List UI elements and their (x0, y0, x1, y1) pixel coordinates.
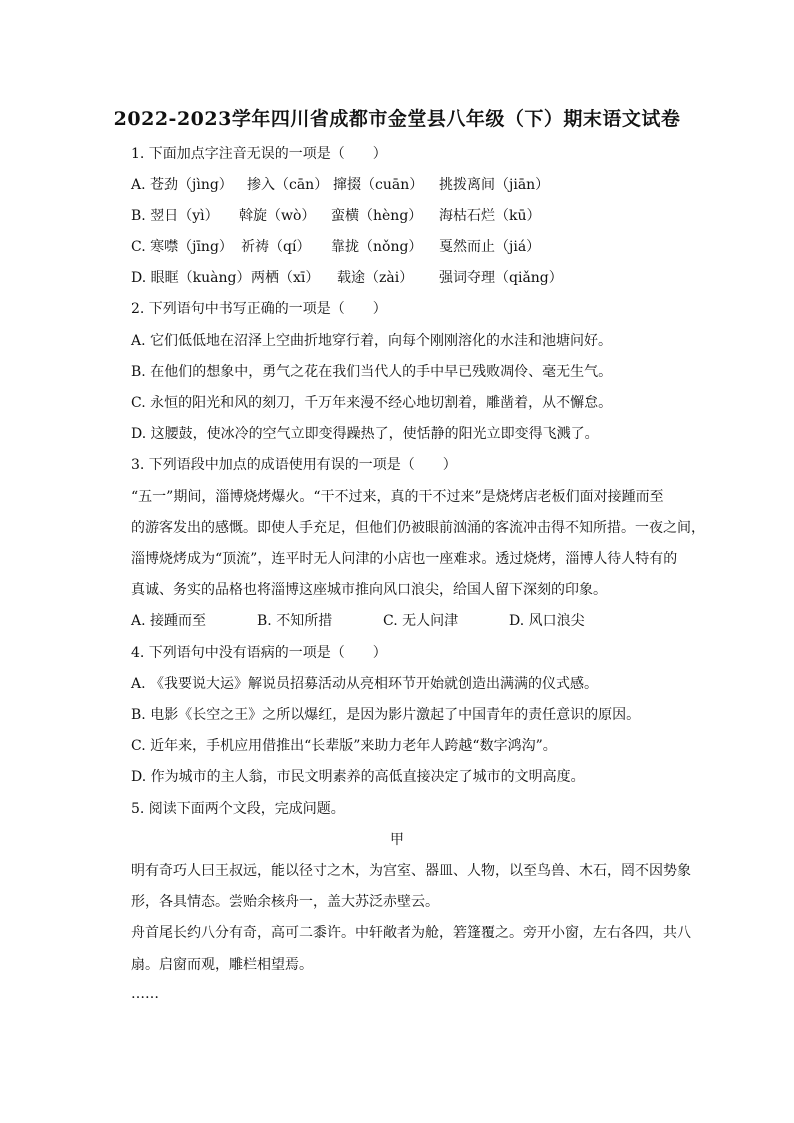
q1-c-item-2: 祈祷（qí） (241, 239, 311, 255)
q1-c-item-3: 靠拢（nǒng） (331, 239, 423, 255)
q1-d-item-2: 两栖（xī） (251, 270, 320, 286)
q1-option-a (131, 175, 549, 195)
q1-b-item-1: B. 翌日（yì） (131, 208, 219, 224)
q1-c-item-1: C. 寒噤（jīng） (131, 239, 233, 255)
q3-option-b: B. 不知所措 (257, 613, 333, 629)
q1-c-item-4: 戛然而止（jiá） (439, 239, 541, 255)
q5-para2-line-2: 扇。启窗而观，雕栏相望焉。 (131, 957, 313, 973)
q5-para1-line-2: 形，各具情态。尝贻余核舟一，盖大苏泛赤壁云。 (131, 894, 439, 910)
q5-ellipsis: …… (131, 986, 159, 1002)
q1-stem: 1. 下面加点字注音无误的一项是（ ） (131, 146, 387, 162)
q2-stem: 2. 下列语句中书写正确的一项是（ ） (131, 301, 387, 317)
q1-a-item-1: A. 苍劲（jìng） (131, 177, 233, 193)
q4-option-d: D. 作为城市的主人翁，市民文明素养的高低直接决定了城市的文明高度。 (131, 769, 585, 785)
q4-option-c: C. 近年来，手机应用借推出“长辈版”来助力老年人跨越“数字鸿沟”。 (131, 738, 557, 754)
q2-option-d: D. 这腰鼓，使冰冷的空气立即变得躁热了，使恬静的阳光立即变得飞溅了。 (131, 426, 599, 442)
q1-d-item-3: 载途（zài） (337, 270, 414, 286)
q1-a-item-3: 撺掇（cuān） (333, 177, 424, 193)
q5-section-label: 甲 (390, 832, 404, 848)
q3-stem: 3. 下列语段中加点的成语使用有误的一项是（ ） (131, 457, 457, 473)
q2-option-a: A. 它们低低地在沼泽上空曲折地穿行着，向每个刚刚溶化的水洼和池塘问好。 (131, 333, 613, 349)
q5-stem: 5. 阅读下面两个文段，完成问题。 (131, 801, 345, 817)
q1-b-item-3: 蛮横（hèng） (331, 208, 423, 224)
q3-passage-line-3: 淄博烧烤成为“顶流”，连平时无人问津的小店也一座难求。透过烧烤，淄博人待人特有的 (131, 551, 678, 567)
q4-option-b: B. 电影《长空之王》之所以爆红，是因为影片激起了中国青年的责任意识的原因。 (131, 707, 641, 723)
q2-option-c: C. 永恒的阳光和风的刻刀，千万年来漫不经心地切割着，雕凿着，从不懈怠。 (131, 395, 613, 411)
q1-b-item-2: 斡旋（wò） (239, 208, 316, 224)
q1-d-item-4: 强词夺理（qiǎng） (439, 270, 563, 286)
q3-passage-line-1: “五一”期间，淄博烧烤爆火。“干不过来，真的干不过来”是烧烤店老板们面对接踵而至 (131, 489, 664, 505)
q3-options (131, 611, 585, 631)
q4-stem: 4. 下列语句中没有语病的一项是（ ） (131, 645, 387, 661)
q3-option-c: C. 无人问津 (383, 613, 459, 629)
q1-d-item-1: D. 眼眶（kuàng） (131, 270, 251, 286)
q5-para2-line-1: 舟首尾长约八分有奇，高可二黍许。中轩敞者为舱，箬篷覆之。旁开小窗，左右各四，共八 (131, 925, 691, 941)
q1-option-d (131, 268, 563, 288)
q2-option-b: B. 在他们的想象中，勇气之花在我们当代人的手中早已残败凋伶、毫无生气。 (131, 364, 613, 380)
q1-a-item-2: 掺入（cān） (247, 177, 329, 193)
q1-a-item-4: 挑拨离间（jiān） (439, 177, 550, 193)
q3-passage-line-2: 的游客发出的感慨。即使人手充足，但他们仍被眼前汹涌的客流冲击得不知所措。一夜之间， (131, 520, 705, 536)
q1-option-c (131, 237, 540, 257)
q1-b-item-4: 海枯石烂（kū） (439, 208, 541, 224)
q3-passage-line-4: 真诚、务实的品格也将淄博这座城市推向风口浪尖，给国人留下深刻的印象。 (131, 582, 607, 598)
q5-para1-line-1: 明有奇巧人曰王叔远，能以径寸之木，为宫室、器皿、人物，以至鸟兽、木石，罔不因势象 (131, 863, 691, 879)
q3-option-d: D. 风口浪尖 (509, 613, 585, 629)
q3-option-a: A. 接踵而至 (131, 613, 207, 629)
q4-option-a: A. 《我要说大运》解说员招募活动从亮相环节开始就创造出满满的仪式感。 (131, 676, 599, 692)
q1-option-b (131, 206, 541, 226)
page-title: 2022-2023学年四川省成都市金堂县八年级（下）期末语文试卷 (113, 108, 681, 130)
